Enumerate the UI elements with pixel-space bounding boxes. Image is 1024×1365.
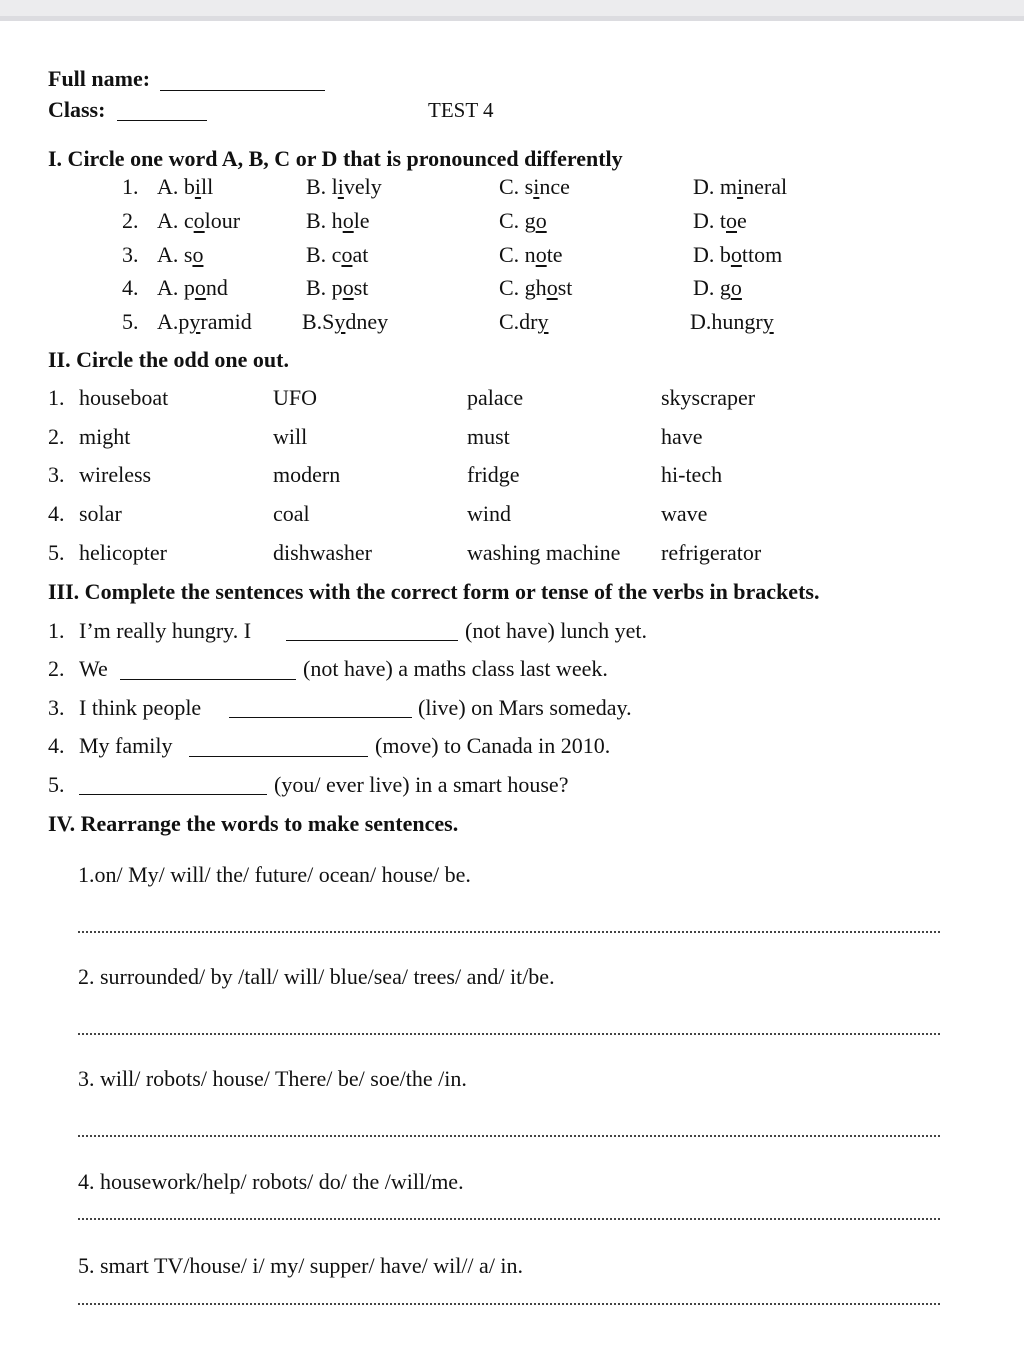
word-option[interactable]: wireless — [79, 462, 152, 487]
answer-blank[interactable] — [229, 717, 412, 718]
word-option[interactable]: solar — [79, 501, 122, 526]
option-a[interactable]: A.pyramid — [157, 309, 252, 334]
word-option[interactable]: will — [273, 424, 308, 449]
sentence-start: We — [79, 656, 108, 681]
question-number: 4. — [122, 275, 139, 300]
row-number: 1. — [48, 385, 65, 410]
answer-dotted-line[interactable] — [78, 1218, 940, 1220]
row-number: 2. — [48, 424, 65, 449]
rearrange-prompt: 1.on/ My/ will/ the/ future/ ocean/ house/ be. — [78, 862, 471, 887]
word-option[interactable]: must — [467, 424, 510, 449]
section3-title: III. Complete the sentences with the correct form or tense of the verbs in brackets. — [48, 579, 820, 604]
option-c[interactable]: C. ghost — [499, 275, 573, 300]
sentence-number: 4. — [48, 733, 65, 758]
class-label: Class: — [48, 97, 106, 122]
rearrange-prompt: 4. housework/help/ robots/ do/ the /will/me. — [78, 1169, 464, 1194]
word-option[interactable]: fridge — [467, 462, 520, 487]
option-a[interactable]: A. bill — [157, 174, 214, 199]
word-option[interactable]: refrigerator — [661, 540, 762, 565]
word-option[interactable]: skyscraper — [661, 385, 756, 410]
sentence-end: (not have) lunch yet. — [465, 618, 648, 643]
test-title: TEST 4 — [428, 98, 494, 122]
row-number: 3. — [48, 462, 65, 487]
option-b[interactable]: B.Sydney — [302, 309, 389, 334]
option-d[interactable]: D. mineral — [693, 174, 788, 199]
option-b[interactable]: B. hole — [306, 208, 370, 233]
answer-blank[interactable] — [286, 640, 458, 641]
word-option[interactable]: dishwasher — [273, 540, 372, 565]
sentence-end: (not have) a maths class last week. — [303, 656, 608, 681]
word-option[interactable]: coal — [273, 501, 310, 526]
option-a[interactable]: A. pond — [157, 275, 228, 300]
answer-blank[interactable] — [79, 794, 267, 795]
question-number: 5. — [122, 309, 139, 334]
sentence-end: (you/ ever live) in a smart house? — [274, 772, 569, 797]
option-a[interactable]: A. colour — [157, 208, 241, 233]
section1-title: I. Circle one word A, B, C or D that is pronounced differently — [48, 146, 623, 171]
answer-dotted-line[interactable] — [78, 1303, 940, 1305]
sentence-number: 1. — [48, 618, 65, 643]
option-d[interactable]: D.hungry — [690, 309, 774, 334]
word-option[interactable]: washing machine — [467, 540, 621, 565]
word-option[interactable]: wave — [661, 501, 708, 526]
sentence-end: (move) to Canada in 2010. — [375, 733, 611, 758]
answer-dotted-line[interactable] — [78, 1135, 940, 1137]
word-option[interactable]: houseboat — [79, 385, 169, 410]
word-option[interactable]: hi-tech — [661, 462, 723, 487]
class-blank[interactable] — [117, 120, 207, 121]
full-name-label: Full name: — [48, 66, 151, 91]
word-option[interactable]: UFO — [273, 385, 318, 410]
sentence-end: (live) on Mars someday. — [418, 695, 632, 720]
option-d[interactable]: D. go — [693, 275, 742, 300]
sentence-number: 3. — [48, 695, 65, 720]
sentence-start: My family — [79, 733, 173, 758]
sentence-number: 5. — [48, 772, 65, 797]
section4-title: IV. Rearrange the words to make sentences. — [48, 811, 459, 836]
full-name-blank[interactable] — [160, 90, 325, 91]
rearrange-prompt: 2. surrounded/ by /tall/ will/ blue/sea/ trees/ and/ it/be. — [78, 964, 555, 989]
sentence-start: I’m really hungry. I — [79, 618, 252, 643]
rearrange-prompt: 3. will/ robots/ house/ There/ be/ soe/the /in. — [78, 1066, 467, 1091]
question-number: 2. — [122, 208, 139, 233]
answer-dotted-line[interactable] — [78, 1033, 940, 1035]
option-c[interactable]: C.dry — [499, 309, 549, 334]
viewer-top-bar — [0, 0, 1024, 21]
word-option[interactable]: modern — [273, 462, 341, 487]
option-b[interactable]: B. coat — [306, 242, 369, 267]
option-b[interactable]: B. lively — [306, 174, 382, 199]
option-c[interactable]: C. since — [499, 174, 570, 199]
rearrange-prompt: 5. smart TV/house/ i/ my/ supper/ have/ wil// a/ in. — [78, 1253, 524, 1278]
question-number: 1. — [122, 174, 139, 199]
word-option[interactable]: have — [661, 424, 703, 449]
sentence-number: 2. — [48, 656, 65, 681]
option-d[interactable]: D. bottom — [693, 242, 783, 267]
answer-dotted-line[interactable] — [78, 931, 940, 933]
question-number: 3. — [122, 242, 139, 267]
option-d[interactable]: D. toe — [693, 208, 747, 233]
option-a[interactable]: A. so — [157, 242, 204, 267]
row-number: 4. — [48, 501, 65, 526]
worksheet-page — [0, 21, 1024, 1365]
word-option[interactable]: wind — [467, 501, 511, 526]
option-c[interactable]: C. go — [499, 208, 547, 233]
option-b[interactable]: B. post — [306, 275, 369, 300]
word-option[interactable]: might — [79, 424, 131, 449]
section2-title: II. Circle the odd one out. — [48, 347, 289, 372]
row-number: 5. — [48, 540, 65, 565]
answer-blank[interactable] — [189, 756, 368, 757]
sentence-start: I think people — [79, 695, 202, 720]
word-option[interactable]: palace — [467, 385, 524, 410]
answer-blank[interactable] — [120, 679, 296, 680]
option-c[interactable]: C. note — [499, 242, 563, 267]
word-option[interactable]: helicopter — [79, 540, 167, 565]
